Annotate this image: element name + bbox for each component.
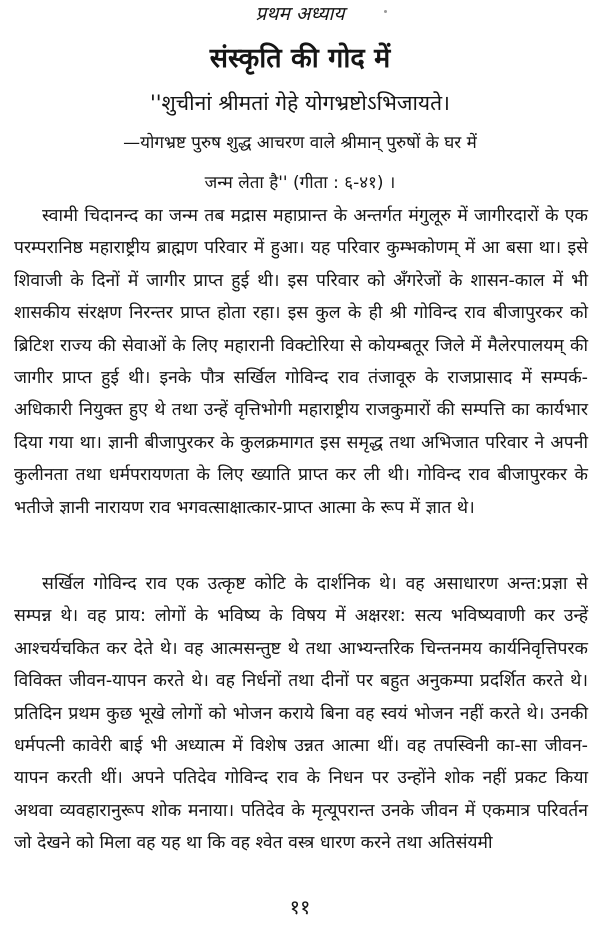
- body-paragraph-2: सर्खिल गोविन्द राव एक उत्कृष्ट कोटि के दार्शनिक थे। वह असाधारण अन्त:प्रज्ञा से सम्पन्न थे। वह प्राय: लोगों के भविष्य के विषय में अक्षरश: सत्य भविष्यवाणी कर उन्हें आश्चर्यचकित कर देते थे। वह आत्मसन्तुष्ट थे तथा आभ्यन्तरिक चिन्तनमय कार्यनिवृत्तिपरक विविक्त जीवन-यापन करते थे। वह निर्धनों तथा दीनों पर बहुत अनुकम्पा प्रदर्शित करते थे। प्रतिदिन प्रथम कुछ भूखे लोगों को भोजन कराये बिना वह स्वयं भोजन नहीं करते थे। उनकी धर्मपत्नी कावेरी बाई भी अध्यात्म में विशेष उन्नत आत्मा थीं। वह तपस्विनी का-सा जीवन-यापन करती थीं। अपने पतिदेव गोविन्द राव के निधन पर उन्होंने शोक नहीं प्रकट किया अथवा व्यवहारानुरूप शोक मनाया। पतिदेव के मृत्यूपरान्त उनके जीवन में एकमात्र परिवर्तन जो देखने को मिला वह यह था कि वह श्वेत वस्त्र धारण करने तथा अतिसंयमी: [14, 574, 588, 854]
- page-number: ११: [289, 895, 311, 919]
- epigraph-verse: ''शुचीनां श्रीमतां गेहे योगभ्रष्टोऽभिजायते।: [149, 91, 450, 115]
- epigraph-translation-line-1: —योगभ्रष्ट पुरुष शुद्ध आचरण वाले श्रीमान् पुरुषों के घर में: [123, 133, 477, 153]
- epigraph-translation-line-2: जन्म लेता है'' (गीता : ६-४१) ।: [204, 173, 396, 193]
- chapter-title: संस्कृति की गोद में: [209, 43, 391, 74]
- body-paragraph-1: स्वामी चिदानन्द का जन्म तब मद्रास महाप्रान्त के अन्तर्गत मंगुलूरु में जागीरदारों के एक परम्परानिष्ठ महाराष्ट्रीय ब्राह्मण परिवार में हुआ। यह परिवार कुम्भकोणम् में आ बसा था। इसे शिवाजी के दिनों में जागीर प्राप्त हुई थी। इस परिवार को अँगरेजों के शासन-काल में भी शासकीय संरक्षण निरन्तर प्राप्त होता रहा। इस कुल के ही श्री गोविन्द राव बीजापुरकर को ब्रिटिश राज्य की सेवाओं के लिए महारानी विक्टोरिया से कोयम्बतूर जिले में मैलेरपालयम् की जागीर प्राप्त हुई थी। इनके पौत्र सर्खिल गोविन्द राव तंजावूरु के राजप्रासाद में सम्पर्क-अधिकारी नियुक्त हुए थे तथा उन्हें वृत्तिभोगी महाराष्ट्रीय राजकुमारों की सम्पत्ति का कार्यभार दिया गया था। ज्ञानी बीजापुरकर के कुलक्रमागत इस समृद्ध तथा अभिजात परिवार ने अपनी कुलीनता तथा धर्मपरायणता के लिए ख्याति प्राप्त कर ली थी। गोविन्द राव बीजापुरकर के भतीजे ज्ञानी नारायण राव भगवत्साक्षात्कार-प्राप्त आत्मा के रूप में ज्ञात थे।: [14, 206, 588, 518]
- ink-dot: [384, 10, 387, 13]
- chapter-label: प्रथम अध्याय: [255, 3, 345, 25]
